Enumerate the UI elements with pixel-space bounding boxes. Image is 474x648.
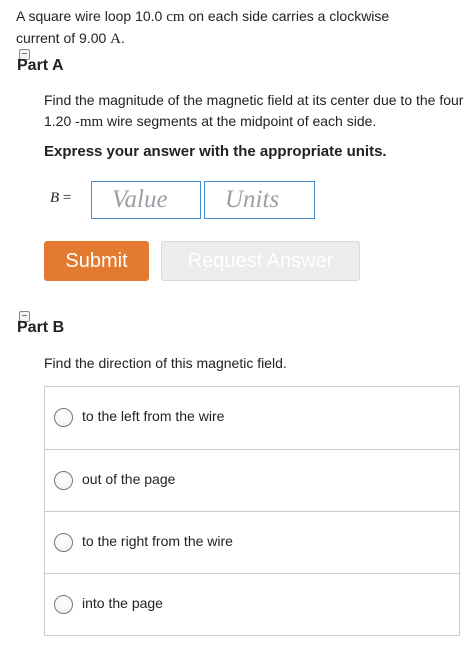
intro-unit-a: A bbox=[110, 31, 122, 47]
intro-text-3: current of 9.00 bbox=[16, 30, 107, 46]
part-b-collapse-icon[interactable]: − bbox=[19, 311, 30, 322]
radio-icon[interactable] bbox=[54, 533, 73, 552]
intro-text-2: on each side carries a clockwise bbox=[188, 8, 390, 24]
part-a-question-text-2: wire segments at the midpoint of each side. bbox=[107, 113, 377, 129]
submit-button[interactable]: Submit bbox=[44, 241, 149, 281]
part-a-question bbox=[44, 90, 464, 133]
option-label: to the right from the wire bbox=[82, 533, 233, 549]
option-right[interactable] bbox=[45, 511, 459, 573]
part-b-title: Part B bbox=[17, 319, 65, 336]
direction-options bbox=[44, 386, 460, 636]
part-a-instruction: Express your answer with the appropriate units. bbox=[44, 143, 387, 160]
option-into-page[interactable] bbox=[45, 573, 459, 635]
units-input[interactable]: Units bbox=[204, 181, 315, 219]
option-left[interactable] bbox=[45, 387, 459, 449]
part-a-collapse-icon[interactable]: − bbox=[19, 49, 30, 60]
problem-statement bbox=[16, 6, 456, 50]
option-label: out of the page bbox=[82, 471, 176, 487]
radio-icon[interactable] bbox=[54, 471, 73, 490]
part-a-question-text-1: Find the magnitude of the magnetic field at its center due to the four 1.20 - bbox=[44, 92, 464, 129]
radio-icon[interactable] bbox=[54, 408, 73, 427]
answer-variable-label bbox=[50, 190, 71, 207]
part-a-question-unit: mm bbox=[79, 114, 104, 130]
intro-text-1: A square wire loop 10.0 bbox=[16, 8, 163, 24]
option-label: into the page bbox=[82, 595, 163, 611]
part-b-question: Find the direction of this magnetic field. bbox=[44, 355, 287, 371]
value-input[interactable]: Value bbox=[91, 181, 201, 219]
option-label: to the left from the wire bbox=[82, 408, 225, 424]
request-answer-button[interactable]: Request Answer bbox=[161, 241, 360, 281]
variable-name: B bbox=[50, 190, 60, 206]
option-out-of-page[interactable] bbox=[45, 449, 459, 511]
radio-icon[interactable] bbox=[54, 595, 73, 614]
part-a-title: Part A bbox=[17, 57, 64, 74]
intro-period: . bbox=[121, 30, 125, 46]
intro-unit-cm: cm bbox=[166, 9, 185, 25]
equals-sign: = bbox=[62, 190, 72, 206]
